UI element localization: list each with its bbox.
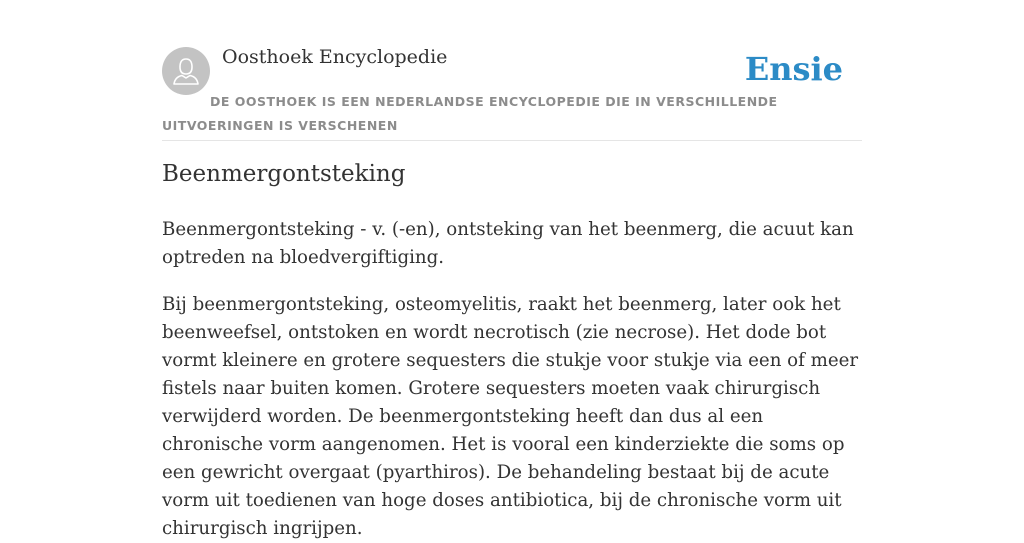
user-silhouette-icon (162, 47, 210, 95)
article-paragraph-2: Bij beenmergontsteking, osteomyelitis, raakt het beenmerg, later ook het beenweefsel, ontstoken en wordt necrotisch (zie necrose). Het dode bot vormt kleinere en grotere sequesters die stukje voor stukje via een of meer fistels naar buiten komen. Grotere sequesters moeten vaak chirurgisch verwijderd worden. De beenmergontsteking heeft dan dus al een chronische vorm aangenomen. Het is vooral een kinderziekte die soms op een gewricht overgaat (pyarthiros). De behandeling bestaat bij de acute vorm uit toedienen van hoge doses antibiotica, bij de chronische vorm uit chirurgisch ingrijpen. (162, 294, 859, 539)
source-avatar[interactable] (162, 47, 210, 95)
ensie-logo-link[interactable]: Ensie (744, 50, 843, 88)
article-title: Beenmergontsteking (162, 161, 406, 187)
article-paragraph-1: Beenmergontsteking - v. (-en), ontsteking van het beenmerg, die acuut kan optreden na bloedvergiftiging. (162, 219, 854, 268)
page-container (162, 0, 862, 539)
source-description: DE OOSTHOEK IS EEN NEDERLANDSE ENCYCLOPEDIE DIE IN VERSCHILLENDE UITVOERINGEN IS VERSCHENEN (162, 94, 778, 133)
source-header (162, 0, 862, 141)
source-name-link[interactable]: Oosthoek Encyclopedie (222, 46, 448, 68)
